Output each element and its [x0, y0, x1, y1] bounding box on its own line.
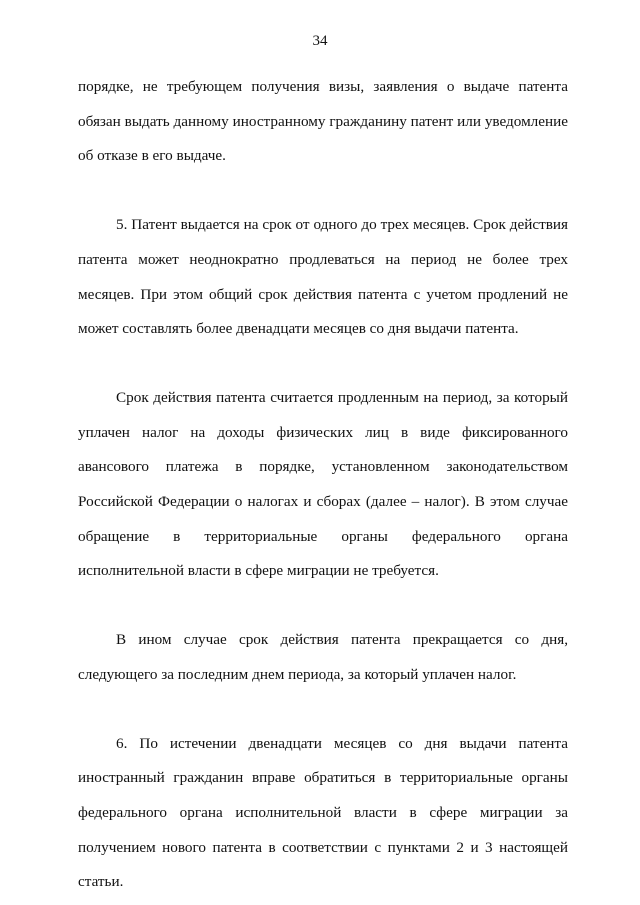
text-line: может составлять более двенадцати месяцев со дня выдачи патента.: [78, 320, 519, 338]
text-line: следующего за последним днем периода, за который уплачен налог.: [78, 665, 517, 683]
text-line: уплачен налог на доходы физических лиц в виде фиксированного: [78, 423, 568, 441]
document-body: [78, 70, 568, 900]
paragraph-term-extension: [78, 381, 568, 589]
text-line: месяцев. При этом общий срок действия патента с учетом продлений не: [78, 285, 568, 303]
text-line: об отказе в его выдаче.: [78, 147, 226, 165]
paragraph-item-6: [78, 727, 568, 901]
text-line: статьи.: [78, 873, 124, 891]
text-line: федерального органа исполнительной власти в сфере миграции за: [78, 803, 568, 821]
text-line: Срок действия патента считается продленным на период, за который: [116, 388, 568, 406]
text-line: В ином случае срок действия патента прекращается со дня,: [116, 631, 568, 649]
text-line: обращение в территориальные органы федерального органа: [78, 527, 568, 545]
text-line: 5. Патент выдается на срок от одного до трех месяцев. Срок действия: [116, 216, 568, 234]
text-line: получением нового патента в соответствии с пунктами 2 и 3 настоящей: [78, 838, 568, 856]
text-line: авансового платежа в порядке, установленном законодательством: [78, 458, 568, 476]
page-number: 34: [312, 33, 328, 49]
text-line: Российской Федерации о налогах и сборах (далее – налог). В этом случае: [78, 493, 568, 511]
text-line: порядке, не требующем получения визы, заявления о выдаче патента: [78, 78, 568, 95]
text-line: исполнительной власти в сфере миграции не требуется.: [78, 562, 439, 580]
paragraph-otherwise: [78, 623, 568, 692]
text-line: иностранный гражданин вправе обратиться в территориальные органы: [78, 769, 568, 787]
paragraph-item-5: [78, 208, 568, 347]
text-line: обязан выдать данному иностранному гражданину патент или уведомление: [78, 112, 568, 130]
text-line: 6. По истечении двенадцати месяцев со дня выдачи патента: [116, 734, 568, 752]
text-line: патента может неоднократно продлеваться на период не более трех: [78, 250, 568, 268]
paragraph-continuation: [78, 70, 568, 174]
